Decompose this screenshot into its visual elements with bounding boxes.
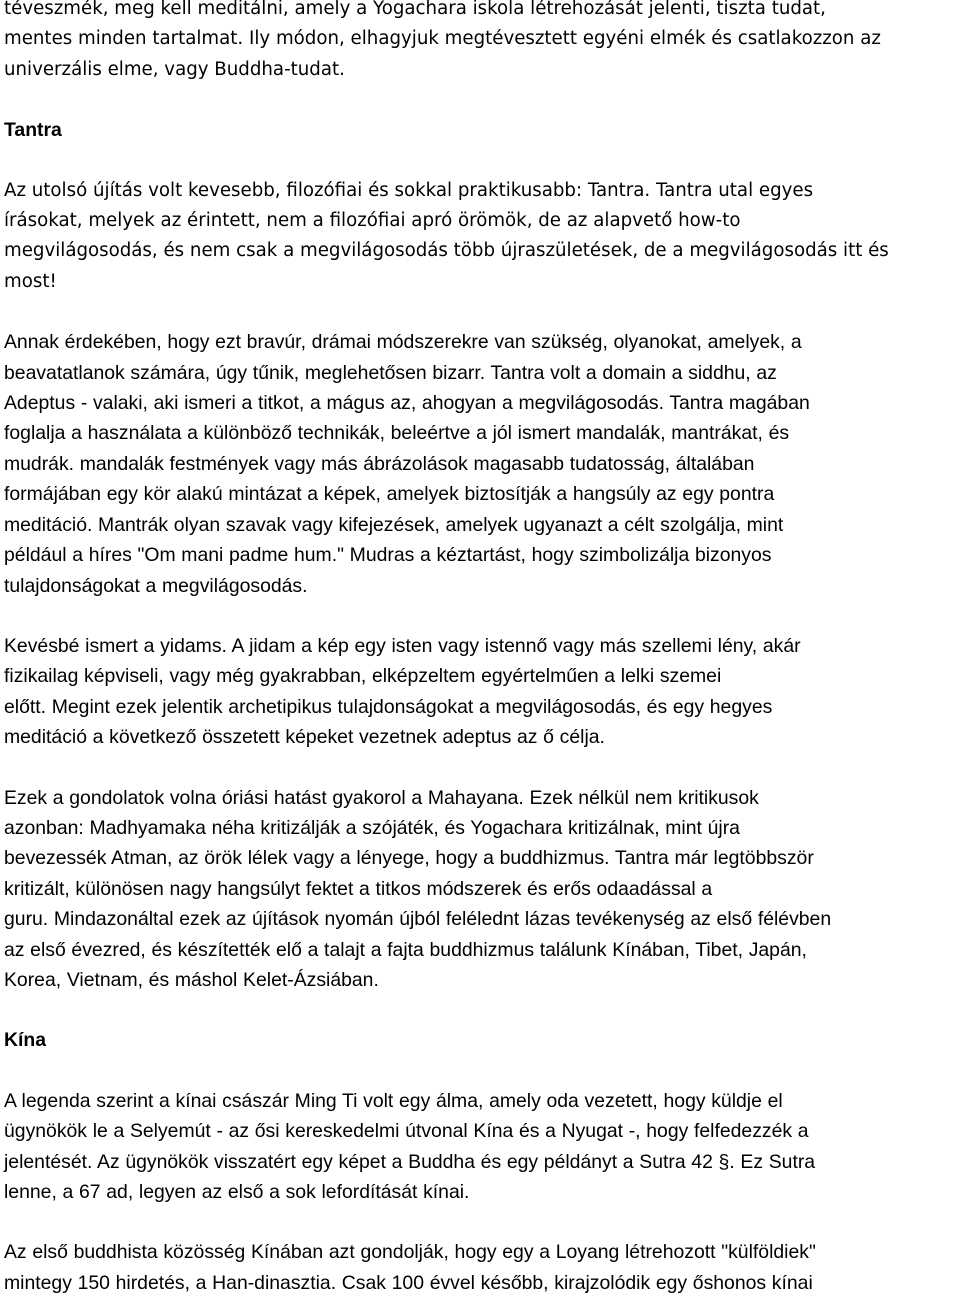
heading-kina: Kína xyxy=(4,1029,47,1052)
text-line: az első évezred, és készítették elő a talajt a fajta buddhizmus találunk Kínában, Tibet, Japán, xyxy=(4,938,807,961)
text-line: jelentését. Az ügynökök visszatért egy képet a Buddha és egy példányt a Sutra 42 §. Ez Sutra xyxy=(4,1150,816,1173)
text-line: azonban: Madhyamaka néha kritizálják a szójáték, és Yogachara kritizálnak, mint újra xyxy=(4,816,740,839)
text-line: például a híres "Om mani padme hum." Mudras a kéztartást, hogy szimbolizálja bizonyos xyxy=(4,544,772,567)
text-line: lenne, a 67 ad, legyen az első a sok lefordítását kínai. xyxy=(4,1181,470,1203)
text-line: megvilágosodás, és nem csak a megvilágosodás több újraszületések, de a megvilágosodás itt és xyxy=(4,240,889,262)
text-line: most! xyxy=(4,270,57,292)
text-line: beavatatlanok számára, úgy tűnik, meglehetősen bizarr. Tantra volt a domain a siddhu, az xyxy=(4,361,777,384)
text-line: ügynökök le a Selyemút - az ősi kereskedelmi útvonal Kína és a Nyugat -, hogy felfedezzék a xyxy=(4,1120,809,1143)
text-line: mintegy 150 hirdetés, a Han-dinasztia. Csak 100 évvel később, kirajzolódik egy őshonos kínai xyxy=(4,1271,813,1294)
text-line: foglalja a használata a különböző technikák, beleértve a jól ismert mandalák, mantrákat, és xyxy=(4,422,790,445)
text-line: téveszmék, meg kell meditálni, amely a Yogachara iskola létrehozását jelenti, tiszta tudat, xyxy=(4,0,826,19)
text-line: meditáció. Mantrák olyan szavak vagy kifejezések, amelyek ugyanazt a célt szolgálja, mint xyxy=(4,513,784,536)
text-line: guru. Mindazonáltal ezek az újítások nyomán újból felélednt lázas tevékenység az első félévben xyxy=(4,908,832,931)
text-line: írásokat, melyek az érintett, nem a filozófiai apró örömök, de az alapvető how-to xyxy=(4,210,741,232)
text-line: mentes minden tartalmat. Ily módon, elhagyjuk megtévesztett egyéni elmék és csatlakozzon az xyxy=(4,28,881,50)
paragraph-tantra-2 xyxy=(4,327,954,601)
text-line: Az első buddhista közösség Kínában azt gondolják, hogy egy a Loyang létrehozott "külföldiek" xyxy=(4,1241,816,1264)
text-line: Korea, Vietnam, és máshol Kelet-Ázsiában. xyxy=(4,968,379,991)
text-line: meditáció a következő összetett képeket vezetnek adeptus az ő célja. xyxy=(4,726,605,749)
heading-tantra: Tantra xyxy=(4,119,62,142)
text-line: formájában egy kör alakú mintázat a képek, amelyek biztosítják a hangsúly az egy pontra xyxy=(4,483,775,506)
text-line: Kevésbé ismert a yidams. A jidam a kép egy isten vagy istennő vagy más szellemi lény, akár xyxy=(4,634,801,657)
text-line: Ezek a gondolatok volna óriási hatást gyakorol a Mahayana. Ezek nélkül nem kritikusok xyxy=(4,786,759,809)
text-line: fizikailag képviseli, vagy még gyakrabban, elképzeltem egyértelműen a lelki szemei xyxy=(4,665,722,688)
paragraph-legend xyxy=(4,1086,954,1208)
text-line: univerzális elme, vagy Buddha-tudat. xyxy=(4,58,345,80)
paragraph-tantra-1 xyxy=(4,176,954,298)
text-line: A legenda szerint a kínai császár Ming Ti volt egy álma, amely oda vezetett, hogy küldje el xyxy=(4,1089,783,1112)
paragraph-first-community xyxy=(4,1237,954,1298)
text-line: kritizált, különösen nagy hangsúlyt fektet a titkos módszerek és erős odaadással a xyxy=(4,877,713,900)
text-line: előtt. Megint ezek jelentik archetipikus tulajdonságokat a megvilágosodás, és egy hegyes xyxy=(4,695,773,718)
text-line: Annak érdekében, hogy ezt bravúr, drámai módszerekre van szükség, olyanokat, amelyek, a xyxy=(4,331,802,354)
text-line: bevezessék Atman, az örök lélek vagy a lényege, hogy a buddhizmus. Tantra már legtöbbször xyxy=(4,847,814,870)
text-line: mudrák. mandalák festmények vagy más ábrázolások magasabb tudatosság, általában xyxy=(4,452,755,475)
paragraph-mahayana xyxy=(4,783,954,996)
paragraph-yidams xyxy=(4,631,954,753)
text-line: Adeptus - valaki, aki ismeri a titkot, a mágus az, ahogyan a megvilágosodás. Tantra magában xyxy=(4,392,810,415)
text-line: tulajdonságokat a megvilágosodás. xyxy=(4,574,308,597)
document-page xyxy=(4,0,954,1298)
paragraph-intro xyxy=(4,0,954,85)
text-line: Az utolsó újítás volt kevesebb, filozófiai és sokkal praktikusabb: Tantra. Tantra utal egyes xyxy=(4,179,814,201)
